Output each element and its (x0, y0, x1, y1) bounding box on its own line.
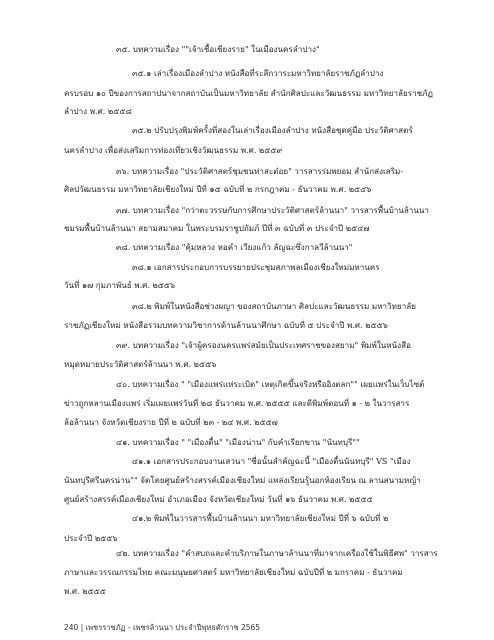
text-line: พ.ศ. ๒๕๕๕ (64, 586, 106, 596)
page-footer: 240 | เพชรราชภัฏ - เพชรล้านนา ประจำปีพุทธศักราช 2565 (64, 623, 261, 632)
text-line: ล้อล้านนา จังหวัดเชียงราย ปีที่ ๒ ฉบับที่ ๒๓ - ๒๔ พ.ศ. ๒๕๕๗ (64, 417, 278, 428)
text-line: ๓๘.๑ เอกสารประกอบการบรรยายประชุมสภาพลเมืองเชียงใหม่มหานคร (132, 261, 380, 272)
text-line: นันทบุรีศรีนครน่าน"" จัดโดยศูนย์สร้างสรรค์เมืองเชียงใหม่ แหล่งเรียนรู้นอกห้องเรียน ณ ลานสนามหญ้า (64, 474, 421, 485)
text-line: หมุดหมายประวัติศาสตร์ล้านนา พ.ศ. ๒๕๕๖ (64, 358, 217, 369)
text-line: ๓๘.๒ พิมพ์ในหนังสือช่วงผญา ของสถาบันภาษา ศิลปะและวัฒนธรรม มหาวิทยาลัย (132, 301, 416, 312)
text-line: ๓๕.๒ ปรับปรุงพิมพ์ครั้งที่สองในเล่าเรื่องเมืองลำปาง หนังสือชุดคู่มือ ประวัติศาสตร์ (132, 125, 413, 136)
text-line: ๓๖. บทความเรื่อง "ประวัติศาสตร์ชุมชนท่าสะต๋อย" วารสารร่มพยอม สำนักส่งเสริม- (116, 165, 404, 176)
text-line: ศูนย์สร้างสรรค์เมืองเชียงใหม่ อำเภอเมือง จังหวัดเชียงใหม่ วันที่ ๑๖ ธันวาคม พ.ศ. ๒๕๕๕ (64, 494, 373, 505)
text-line: ๔๐. บทความเรื่อง " "เมืองแพร่แห่ระเบิด" เหตุเกิดขึ้นจริงหรืออิงตลก"" เผยแพร่ในเว็บไซต์ (116, 378, 425, 389)
text-line: ภาษาและวรรณกรรมไทย คณะมนุษยศาสตร์ มหาวิทยาลัยเชียงใหม่ ฉบับปีที่ ๒ มกราคม - ธันวาคม (64, 567, 403, 577)
text-line: นครลำปาง เพื่อส่งเสริมการท่องเที่ยวเชิงวัฒนธรรม พ.ศ. ๒๕๕๙ (64, 145, 283, 156)
text-line: วันที่ ๑๗ กุมภาพันธ์ พ.ศ. ๒๕๕๖ (64, 279, 176, 290)
text-line: ชมรมพื้นบ้านล้านนา สยามสมาคม ในพระบรมราชูปถัมภ์ ปีที่ ๓ ฉบับที่ ๓ ประจำปี ๒๕๔๗ (64, 223, 370, 234)
text-line: ๓๕. บทความเรื่อง ""เจ้าเชื้อเชียงราย" ในเมืองนครลำปาง" (116, 43, 320, 54)
text-line: ๓๕.๑ เล่าเรื่องเมืองลำปาง หนังสือที่ระลึกวาระมหาวิทยาลัยราชภัฏลำปาง (132, 67, 384, 78)
text-line: ๓๗. บทความเรื่อง "กว่าตะวรรษกับการศึกษาประวัติศาสตร์ล้านนา" วารสารพื้นบ้านล้านนา (116, 204, 429, 215)
text-line: ๔๑.๒ พิมพ์ในวารสารพื้นบ้านล้านนา มหาวิทยาลัยเชียงใหม่ ปีที่ ๖ ฉบับที่ ๒ (132, 513, 389, 524)
text-line: ๓๙. บทความเรื่อง "เจ้าผู้ครองนครแพร่สมัยเป็นประเทศราชของสยาม" พิมพ์ในหนังสือ (116, 340, 411, 351)
text-line: ๔๑.๑ เอกสารประกอบงานเสวนา "ชื่อนั้นสำคัญฉะนี้ "เมืองตื๋นนันทบุรี" VS "เมือง (132, 455, 411, 466)
text-line: ศิลปวัฒนธรรม มหาวิทยาลัยเชียงใหม่ ปีที่ ๑๕ ฉบับที่ ๒ กรกฎาคม - ธันวาคม พ.ศ. ๒๕๔๖ (64, 183, 372, 194)
text-line: ครบรอบ ๑๐ ปีของการสถาปนาจากสถาบันเป็นมหาวิทยาลัย สำนักศิลปะและวัฒนธรรม มหาวิทยาลัยราชภัฏ (64, 87, 433, 98)
text-line: ลำปาง พ.ศ. ๒๕๕๘ (64, 106, 132, 117)
text-line: ๔๒. บทความเรื่อง "คำสบถและคำบริภาษในภาษาล้านนาที่มาจากเครื่องใช้ในพิธีศพ" วารสาร (116, 548, 438, 558)
text-line: ราชภัฏเชียงใหม่ หนังสือรวมบทความวิชาการด้านล้านนาศึกษา ฉบับที่ ๕ ประจำปี พ.ศ. ๒๕๕๖ (64, 320, 388, 331)
text-line: ประจำปี ๒๕๕๖ (64, 532, 118, 543)
text-line: ๓๘. บทความเรื่อง "คุ้มหลวง หอคำ เวียงแก้ว ลัญฉะซึ่งกาลวีล้านนา" (116, 242, 353, 253)
text-line: ๔๑. บทความเรื่อง " "เมืองตื๋น" "เมืองน่าน" กับคำเรียกขาน "นันทบุรี"" (116, 437, 360, 448)
text-line: ข่าวถูกหลานเมืองแพร่ เริ่มเผยแพร่วันที่ ๒๘ ธันวาคม พ.ศ. ๒๕๕๕ และตีพิมพ์ตอนที่ ๑ - ๒ ในวารสาร (64, 398, 410, 409)
